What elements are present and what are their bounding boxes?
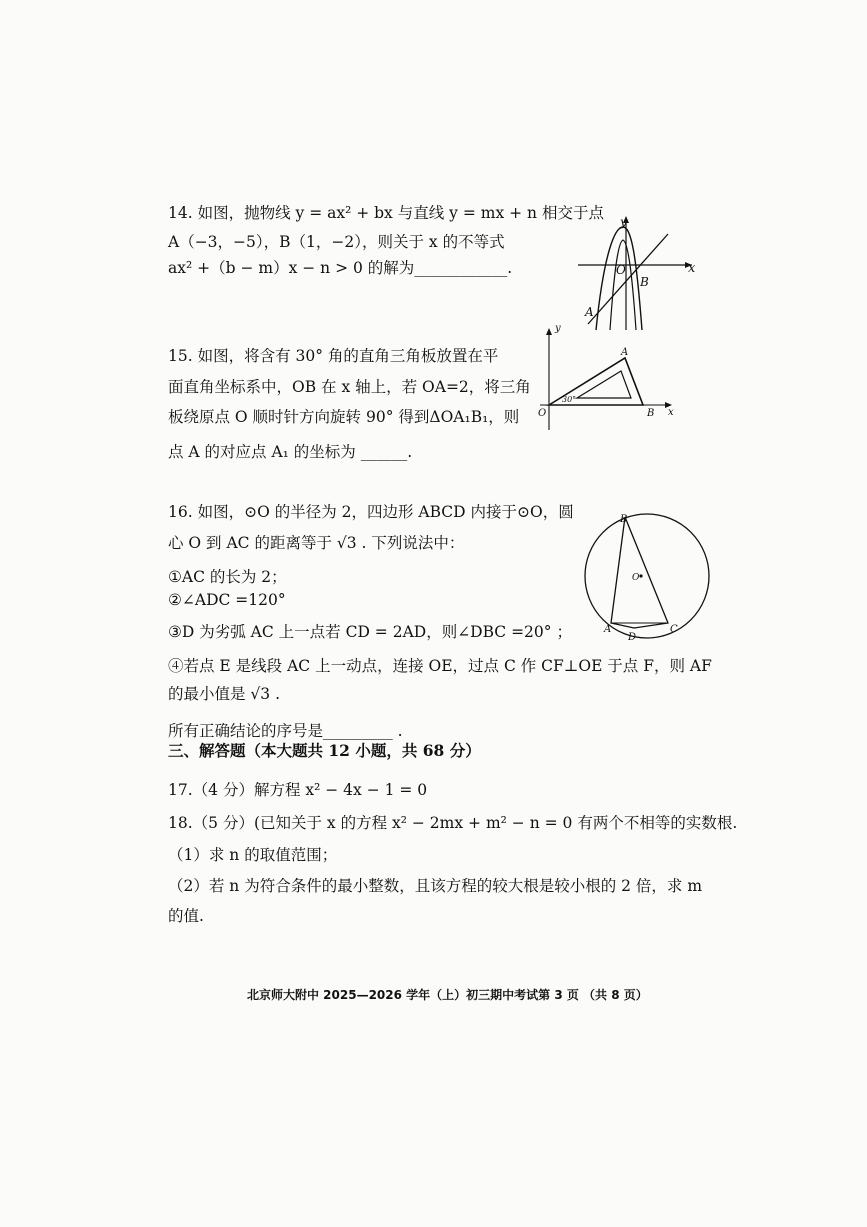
- q18-part-1: （1）求 n 的取值范围；: [168, 846, 338, 864]
- q14-line: [588, 234, 668, 324]
- q15-line-1: 15. 如图，将含有 30° 角的直角三角板放置在平: [168, 347, 499, 365]
- q15-y-label: y: [555, 323, 561, 334]
- q15-y-arrow: [546, 328, 552, 335]
- q16-quadrilateral: [611, 517, 668, 628]
- q14-point-b-label: B: [640, 275, 649, 289]
- q15-x-label: x: [668, 407, 674, 418]
- q16-point-b-label: B: [620, 514, 628, 525]
- q16-item-4b: 的最小值是 √3 .: [168, 685, 281, 703]
- q16-item-3: ③D 为劣弧 AC 上一点若 CD = 2AD，则∠DBC =20° ；: [168, 623, 572, 641]
- page-footer: 北京师大附中 2025—2026 学年（上）初三期中考试第 3 页 （共 8 页）: [247, 988, 648, 1002]
- q18-part-2a: （2）若 n 为符合条件的最小整数，且该方程的较大根是较小根的 2 倍，求 m: [168, 877, 703, 895]
- q16-center-dot: [639, 574, 642, 577]
- q16-center-label: O: [632, 573, 640, 583]
- q14-parabola-figure: [570, 212, 700, 332]
- q14-y-label: y: [620, 215, 627, 229]
- q15-line-4: 点 A 的对应点 A₁ 的坐标为 ______.: [168, 443, 413, 461]
- q16-circle-figure: [580, 510, 720, 645]
- q15-point-a-label: A: [621, 347, 629, 358]
- q15-triangle-figure: [535, 325, 680, 435]
- q16-item-1: ①AC 的长为 2；: [168, 568, 287, 586]
- q16-point-a-label: A: [604, 624, 612, 635]
- q16-point-c-label: C: [670, 624, 678, 635]
- q16-item-2: ②∠ADC =120°: [168, 591, 286, 609]
- section-3-heading: 三、解答题（本大题共 12 小题，共 68 分）: [168, 741, 481, 760]
- q15-angle-label: 30°: [562, 395, 577, 404]
- q14-line-1: 14. 如图，抛物线 y = ax² + bx 与直线 y = mx + n 相交于点: [168, 204, 604, 222]
- q14-line-2: A（−3，−5），B（1，−2），则关于 x 的不等式: [168, 233, 505, 251]
- q14-point-a-label: A: [585, 305, 594, 319]
- q15-origin-label: O: [538, 408, 547, 419]
- q17: 17.（4 分）解方程 x² − 4x − 1 = 0: [168, 781, 428, 799]
- q14-line-3: ax² +（b − m）x − n > 0 的解为____________.: [168, 259, 513, 277]
- q16-answer-line: 所有正确结论的序号是_________ .: [168, 722, 403, 740]
- q15-line-3: 板绕原点 O 顺时针方向旋转 90° 得到ΔOA₁B₁，则: [168, 408, 520, 426]
- q14-x-label: x: [688, 261, 696, 276]
- q16-circle: [585, 514, 709, 638]
- q18-part-2b: 的值.: [168, 907, 204, 925]
- q14-origin-label: O: [616, 263, 626, 277]
- q16-line-1: 16. 如图，⊙O 的半径为 2，四边形 ABCD 内接于⊙O，圆: [168, 503, 574, 521]
- q18-line-1: 18.（5 分）(已知关于 x 的方程 x² − 2mx + m² − n = 0 有两个不相等的实数根.: [168, 814, 738, 832]
- q16-line-2: 心 O 到 AC 的距离等于 √3 . 下列说法中：: [168, 534, 465, 552]
- q15-triangle-inner: [577, 371, 631, 398]
- q16-item-4a: ④若点 E 是线段 AC 上一动点，连接 OE，过点 C 作 CF⊥OE 于点 F，则 AF: [168, 657, 712, 675]
- q15-line-2: 面直角坐标系中，OB 在 x 轴上，若 OA=2，将三角: [168, 378, 531, 396]
- q16-point-d-label: D: [628, 632, 637, 643]
- q15-point-b-label: B: [647, 408, 655, 419]
